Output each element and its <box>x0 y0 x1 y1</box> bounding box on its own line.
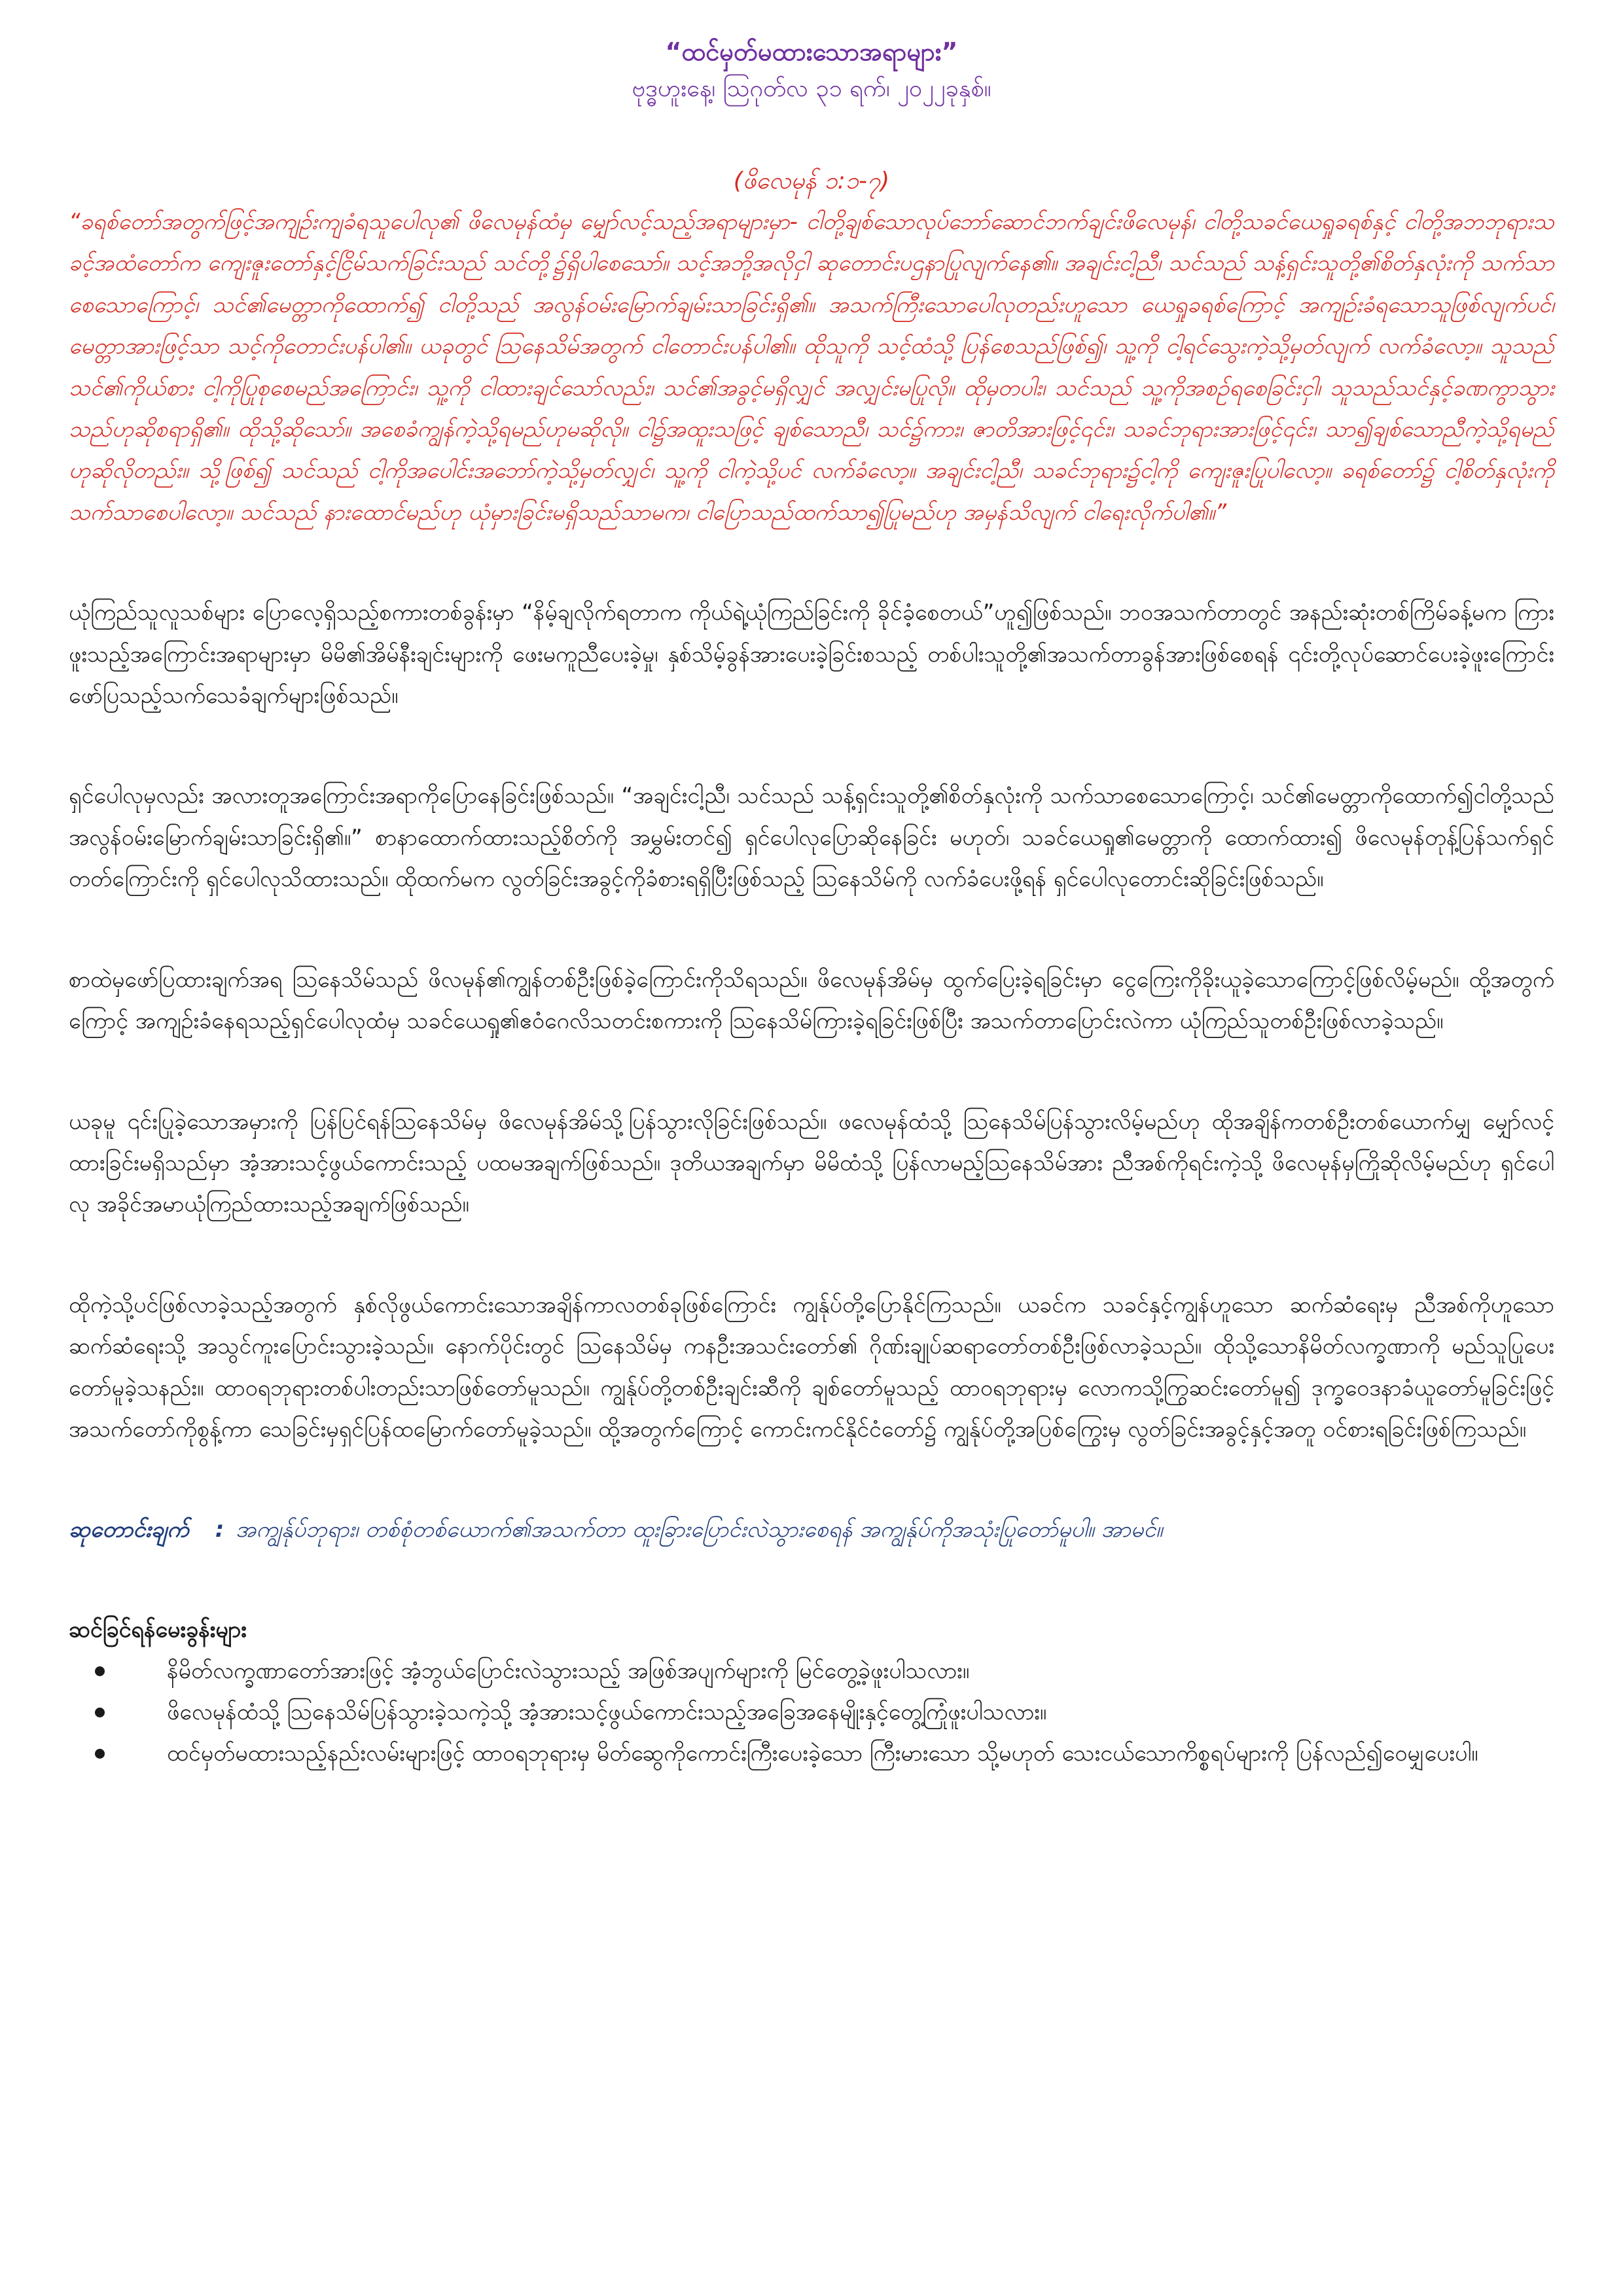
prayer-section <box>69 1509 1554 1551</box>
bullet-icon <box>95 1666 105 1676</box>
bullet-icon <box>95 1749 105 1759</box>
question-text: နိမိတ်လက္ခဏာတော်အားဖြင့် အံ့ဘွယ်ပြောင်းလဲသွားသည့် အဖြစ်အပျက်များကို မြင်တွေ့ခဲ့ဖူးပါသလား။ <box>167 1658 970 1685</box>
bullet-icon <box>95 1708 105 1717</box>
devotional-page <box>69 26 1554 1774</box>
prayer-colon: : <box>215 1516 224 1543</box>
question-item <box>69 1733 1554 1774</box>
body-paragraph-1: ယုံကြည်သူလူသစ်များ ပြောလေ့ရှိသည့်စကားတစ်ခွန်းမှာ “နိမ့်ချလိုက်ရတာက ကိုယ်ရဲ့ယုံကြည်ခြင်းကို ခိုင်ခံ့စေတယ်”ဟူ၍ဖြစ်သည်။ ဘဝအသက်တာတွင် အနည်းဆုံးတစ်ကြိမ်ခန့်မက ကြားဖူးသည့်အကြောင်းအရာများမှာ မိမိ၏အိမ်နီးချင်းများကို ဖေးမကူညီပေးခဲ့မှု၊ နှစ်သိမ့်ခွန်အားပေးခဲ့ခြင်းစသည့် တစ်ပါးသူတို့၏အသက်တာခွန်အားဖြစ်စေရန် ၎င်းတို့လုပ်ဆောင်ပေးခဲ့ဖူးကြောင်း ဖော်ပြသည့်သက်သေခံချက်များဖြစ်သည်။ <box>69 600 1554 709</box>
body-paragraph-5: ထိုကဲ့သို့ပင်ဖြစ်လာခဲ့သည့်အတွက် နှစ်လိုဖွယ်ကောင်းသောအချိန်ကာလတစ်ခုဖြစ်ကြောင်း ကျွန်ုပ်တို့ပြောနိုင်ကြသည်။ ယခင်က သခင်နှင့်ကျွန်ဟူသော ဆက်ဆံရေးမှ ညီအစ်ကိုဟူသောဆက်ဆံရေးသို့ အသွင်ကူးပြောင်းသွားခဲ့သည်။ နောက်ပိုင်းတွင် ဩနေသိမ်မှ ကနဦးအသင်းတော်၏ ဂိုဏ်းချုပ်ဆရာတော်တစ်ဦးဖြစ်လာခဲ့သည်။ ထိုသို့သောနိမိတ်လက္ခဏာကို မည်သူပြုပေးတော်မူခဲ့သနည်း။ ထာဝရဘုရားတစ်ပါးတည်းသာဖြစ်တော်မူသည်။ ကျွန်ုပ်တို့တစ်ဦးချင်းဆီကို ချစ်တော်မူသည့် ထာဝရဘုရားမှ လောကသို့ကြွဆင်းတော်မူ၍ ဒုက္ခဝေဒနာခံယူတော်မူခြင်းဖြင့် အသက်တော်ကိုစွန့်ကာ သေခြင်းမှရှင်ပြန်ထမြောက်တော်မူခဲ့သည်။ ထို့အတွက်ကြောင့် ကောင်းကင်နိုင်ငံတော်၌ ကျွန်ုပ်တို့အပြစ်ကြွေးမှ လွတ်ခြင်းအခွင့်နှင့်အတူ ဝင်စားရခြင်းဖြစ်ကြသည်။ <box>69 1291 1554 1443</box>
page-date: ဗုဒ္ဓဟူးနေ့၊ ဩဂုတ်လ ၃၁ ရက်၊ ၂၀၂၂ခုနှစ်။ <box>632 75 991 102</box>
prayer-label: ဆုတောင်းချက် <box>69 1516 189 1543</box>
questions-list <box>69 1651 1554 1774</box>
scripture-reference: (ဖိလေမုန် ၁:၁-၇) <box>733 168 890 194</box>
page-title: “ထင်မှတ်မထားသောအရာများ” <box>665 37 958 66</box>
body-paragraph-2: ရှင်ပေါလုမှလည်း အလားတူအကြောင်းအရာကိုပြောနေခြင်းဖြစ်သည်။ “အချင်းငါ့ညီ၊ သင်သည် သန့်ရှင်းသူတို့၏စိတ်နှလုံးကို သက်သာစေသောကြောင့်၊ သင်၏မေတ္တာကိုထောက်၍ငါတို့သည် အလွန်ဝမ်းမြောက်ချမ်းသာခြင်းရှိ၏။” စာနာထောက်ထားသည့်စိတ်ကို အမွှမ်းတင်၍ ရှင်ပေါလုပြောဆိုနေခြင်း မဟုတ်၊ သခင်ယေရှု၏မေတ္တာကို ထောက်ထား၍ ဖိလေမုန်တုန့်ပြန်သက်ရှင်တတ်ကြောင်းကို ရှင်ပေါလုသိထားသည်။ ထိုထက်မက လွတ်ခြင်းအခွင့်ကိုခံစားရရှိပြီးဖြစ်သည့် ဩနေသိမ်ကို လက်ခံပေးဖို့ရန် ရှင်ပေါလုတောင်းဆိုခြင်းဖြစ်သည်။ <box>69 783 1554 893</box>
question-item <box>69 1651 1554 1692</box>
question-text: ဖိလေမုန်ထံသို့ ဩနေသိမ်ပြန်သွားခဲ့သကဲ့သို့ အံ့အားသင့်ဖွယ်ကောင်းသည့်အခြေအနေမျိုးနှင့်တွေ့ကြုံဖူးပါသလား။ <box>167 1699 1047 1726</box>
question-item <box>69 1692 1554 1733</box>
scripture-passage: “ခရစ်တော်အတွက်ဖြင့်အကျဉ်းကျခံရသူပေါလု၏ ဖိလေမုန်ထံမှ မျှော်လင့်သည့်အရာများမှာ- ငါတို့ချစ်သောလုပ်ဘော်ဆောင်ဘက်ချင်းဖိလေမုန်၊ ငါတို့သခင်ယေရှုခရစ်နှင့် ငါတို့အဘဘုရားသခင့်အထံတော်က ကျေးဇူးတော်နှင့်ငြိမ်သက်ခြင်းသည် သင်တို့၌ရှိပါစေသော်။ သင့်အဘို့အလိုငှါ ဆုတောင်းပဌနာပြုလျက်နေ၏။ အချင်းငါ့ညီ၊ သင်သည် သန့်ရှင်းသူတို့၏စိတ်နှလုံးကို သက်သာစေသောကြောင့်၊ သင်၏မေတ္တာကိုထောက်၍ ငါတို့သည် အလွန်ဝမ်းမြောက်ချမ်းသာခြင်းရှိ၏။ အသက်ကြီးသောပေါလုတည်းဟူသော ယေရှုခရစ်ကြောင့် အကျဉ်းခံရသောသူဖြစ်လျက်ပင်၊ မေတ္တာအားဖြင့်သာ သင့်ကိုတောင်းပန်ပါ၏။ ယခုတွင် ဩနေသိမ်အတွက် ငါတောင်းပန်ပါ၏။ ထိုသူကို သင့်ထံသို့ ပြန်စေသည်ဖြစ်၍၊ သူ့ကို ငါ့ရင်သွေးကဲ့သို့မှတ်လျက် လက်ခံလော့။ သူသည် သင်၏ကိုယ်စား ငါ့ကိုပြုစုစေမည်အကြောင်း၊ သူ့ကို ငါထားချင်သော်လည်း၊ သင်၏အခွင့်မရှိလျှင် အလျှင်းမပြုလို။ ထိုမှတပါး၊ သင်သည် သူ့ကိုအစဉ်ရစေခြင်းငှါ၊ သူသည်သင်နှင့်ခဏကွာသွားသည်ဟုဆိုစရာရှိ၏။ ထိုသို့ဆိုသော်။ အစေခံကျွန်ကဲ့သို့ရမည်ဟုမဆိုလို။ ငါ၌အထူးသဖြင့် ချစ်သောညီ၊ သင်၌ကား၊ ဇာတိအားဖြင့်၎င်း၊ သခင်ဘုရားအားဖြင့်၎င်း၊ သာ၍ချစ်သောညီကဲ့သို့ရမည်ဟုဆိုလိုတည်း။ သို့ဖြစ်၍ သင်သည် ငါ့ကိုအပေါင်းအဘော်ကဲ့သို့မှတ်လျှင်၊ သူ့ကို ငါကဲ့သို့ပင် လက်ခံလော့။ အချင်းငါ့ညီ၊ သခင်ဘုရား၌ငါ့ကို ကျေးဇူးပြုပါလော့။ ခရစ်တော်၌ ငါ့စိတ်နှလုံးကို သက်သာစေပါလော့။ သင်သည် နားထောင်မည်ဟု ယုံမှားခြင်းမရှိသည်သာမက၊ ငါပြောသည်ထက်သာ၍ပြုမည်ဟု အမှန်သိလျက် ငါရေးလိုက်ပါ၏။” <box>69 209 1554 526</box>
question-text: ထင်မှတ်မထားသည့်နည်းလမ်းများဖြင့် ထာဝရဘုရားမှ မိတ်ဆွေကိုကောင်းကြီးပေးခဲ့သော ကြီးမားသော သို့မဟုတ် သေးငယ်သောကိစ္စရပ်များကို ပြန်လည်၍ဝေမျှပေးပါ။ <box>167 1740 1478 1767</box>
questions-heading: ဆင်ခြင်ရန်မေးခွန်းများ <box>69 1617 247 1643</box>
body-paragraph-3: စာထဲမှဖော်ပြထားချက်အရ ဩနေသိမ်သည် ဖိလမုန်၏ကျွန်တစ်ဦးဖြစ်ခဲ့ကြောင်းကိုသိရသည်။ ဖိလေမုန်အိမ်မှ ထွက်ပြေးခဲ့ရခြင်းမှာ ငွေကြေးကိုခိုးယူခဲ့သောကြောင့်ဖြစ်လိမ့်မည်။ ထို့အတွက်ကြောင့် အကျဉ်းခံနေရသည့်ရှင်ပေါလုထံမှ သခင်ယေရှု၏ဧဝံဂေလိသတင်းစကားကို ဩနေသိမ်ကြားခဲ့ရခြင်းဖြစ်ပြီး အသက်တာပြောင်းလဲကာ ယုံကြည်သူတစ်ဦးဖြစ်လာခဲ့သည်။ <box>69 966 1554 1035</box>
prayer-text: အကျွန်ုပ်ဘုရား၊ တစ်စုံတစ်ယောက်၏အသက်တာ ထူးခြားပြောင်းလဲသွားစေရန် အကျွန်ုပ်ကိုအသုံးပြုတော်မူပါ။ အာမင်။ <box>236 1516 1163 1543</box>
body-paragraph-4: ယခုမူ ၎င်းပြုခဲ့သောအမှားကို ပြန်ပြင်ရန်ဩနေသိမ်မှ ဖိလေမုန်အိမ်သို့ပြန်သွားလိုခြင်းဖြစ်သည်။ ဖလေမုန်ထံသို့ ဩနေသိမ်ပြန်သွားလိမ့်မည်ဟု ထိုအချိန်ကတစ်ဦးတစ်ယောက်မျှ မျှော်လင့်ထားခြင်းမရှိသည်မှာ အံ့အားသင့်ဖွယ်ကောင်းသည့် ပထမအချက်ဖြစ်သည်။ ဒုတိယအချက်မှာ မိမိထံသို့ ပြန်လာမည့်ဩနေသိမ်အား ညီအစ်ကိုရင်းကဲ့သို့ ဖိလေမုန်မှကြိုဆိုလိမ့်မည်ဟု ရှင်ပေါလု အခိုင်အမာယုံကြည်ထားသည့်အချက်ဖြစ်သည်။ <box>69 1108 1554 1218</box>
